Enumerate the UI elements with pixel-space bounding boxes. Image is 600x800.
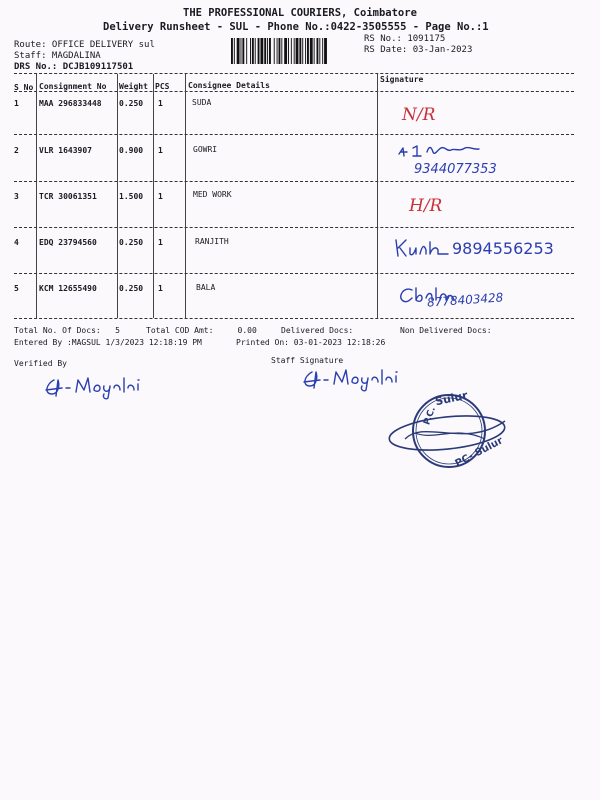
row-consignment: TCR 30061351 xyxy=(39,192,97,201)
row-sno: 3 xyxy=(14,192,19,201)
row-weight: 1.500 xyxy=(119,192,144,201)
row-signature-text: 9894556253 xyxy=(452,239,554,258)
row-signature-text: 8778403428 xyxy=(426,290,504,310)
header-sno: S No xyxy=(14,83,34,92)
barcode xyxy=(231,38,356,64)
row-weight: 0.250 xyxy=(119,238,144,247)
row-pcs: 1 xyxy=(158,238,163,247)
row-pcs: 1 xyxy=(158,146,163,155)
row-pcs: 1 xyxy=(158,284,163,293)
verified-by-label: Verified By xyxy=(14,359,67,368)
runsheet-subtitle: Delivery Runsheet - SUL - Phone No.:0422-3505555 - Page No.:1 xyxy=(103,21,489,33)
row-consignee: RANJITH xyxy=(195,237,229,246)
row-consignee: BALA xyxy=(196,283,216,292)
row-signature-text: H/R xyxy=(409,196,443,216)
route-label: Route: OFFICE DELIVERY sul xyxy=(14,40,155,50)
signature-scribble xyxy=(392,236,454,260)
stamp-bottom-text: PC- Sulur xyxy=(453,435,505,470)
row-weight: 0.250 xyxy=(119,284,144,293)
row-consignee: GOWRI xyxy=(193,145,218,154)
company-title: THE PROFESSIONAL COURIERS, Coimbatore xyxy=(183,7,417,19)
office-stamp xyxy=(385,389,525,479)
row-consignee: SUDA xyxy=(192,98,212,107)
rs-number: RS No.: 1091175 xyxy=(364,34,446,44)
total-docs: Total No. Of Docs: 5 xyxy=(14,326,120,335)
header-pcs: PCS xyxy=(155,82,170,91)
printed-on: Printed On: 03-01-2023 12:18:26 xyxy=(236,338,386,347)
non-delivered-docs: Non Delivered Docs: xyxy=(400,326,492,335)
row-sno: 2 xyxy=(14,146,19,155)
row-consignment: EDQ 23794560 xyxy=(39,238,97,247)
row-consignment: KCM 12655490 xyxy=(39,284,97,293)
header-signature: Signature xyxy=(380,75,424,84)
header-weight: Weight xyxy=(119,82,148,91)
staff-label: Staff: MAGDALINA xyxy=(14,51,101,61)
entered-by: Entered By :MAGSUL 1/3/2023 12:18:19 PM xyxy=(14,338,202,347)
row-sno: 1 xyxy=(14,99,19,108)
row-consignment: VLR 1643907 xyxy=(39,146,92,155)
signature-scribble xyxy=(395,140,505,160)
header-consignment: Consignment No xyxy=(39,82,107,91)
rs-date: RS Date: 03-Jan-2023 xyxy=(364,45,473,55)
header-consignee: Consignee Details xyxy=(188,81,270,90)
row-consignee: MED WORK xyxy=(193,190,232,199)
row-weight: 0.250 xyxy=(119,99,144,108)
verified-signature xyxy=(40,372,160,402)
row-pcs: 1 xyxy=(158,192,163,201)
delivered-docs: Delivered Docs: xyxy=(281,326,354,335)
row-sno: 4 xyxy=(14,238,19,247)
row-consignment: MAA 296833448 xyxy=(39,99,102,108)
row-sno: 5 xyxy=(14,284,19,293)
row-signature-text: N/R xyxy=(402,105,436,125)
row-pcs: 1 xyxy=(158,99,163,108)
staff-signature-label: Staff Signature xyxy=(271,356,344,365)
stamp-top-text: Sulur xyxy=(434,388,469,409)
stamp-side-text: P.C. xyxy=(422,405,439,427)
row-signature-text: 9344077353 xyxy=(414,162,497,177)
total-cod: Total COD Amt: 0.00 xyxy=(146,326,257,335)
drs-number: DRS No.: DCJB109117501 xyxy=(14,62,134,72)
row-weight: 0.900 xyxy=(119,146,144,155)
